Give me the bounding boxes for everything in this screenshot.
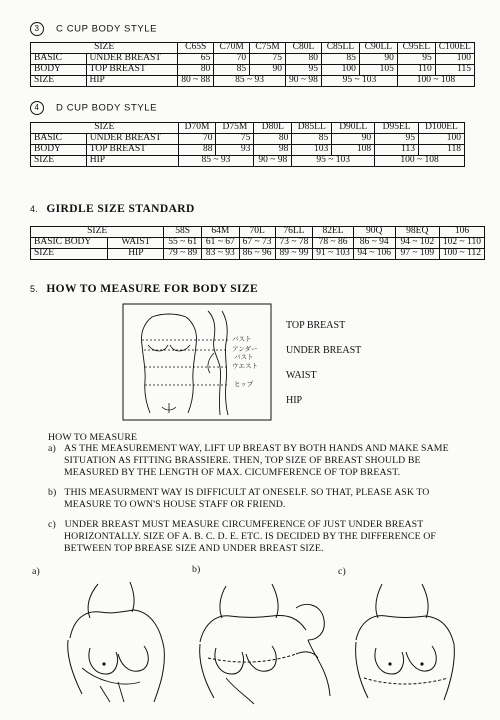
size-header: 90Q xyxy=(353,227,395,238)
size-header: C75M xyxy=(250,43,286,54)
row-label: HIP xyxy=(108,249,164,260)
table-cell: 94 ~ 102 xyxy=(395,238,439,249)
table-row xyxy=(31,65,475,76)
figure-a-illustration xyxy=(60,578,170,708)
size-header: 76LL xyxy=(275,227,313,238)
table-row xyxy=(31,249,485,260)
item-marker: a) xyxy=(48,443,56,454)
table-cell: 95 ~ 103 xyxy=(321,76,397,87)
table-cell: 97 ~ 109 xyxy=(395,249,439,260)
table-cell: 100 xyxy=(321,65,359,76)
figure-label-under: アンダー xyxy=(232,346,258,353)
size-header: C80L xyxy=(286,43,322,54)
header-size-label: SIZE xyxy=(31,227,164,238)
measure-title: HOW TO MEASURE FOR BODY SIZE xyxy=(46,283,259,295)
header-size-label: SIZE xyxy=(31,43,178,54)
figure-a-label: a) xyxy=(32,566,40,577)
table-cell: 100 xyxy=(419,134,465,145)
instruction-line: MEASURE TO OWN'S HOUSE STAFF OR FRIEND. xyxy=(64,499,286,510)
table-cell: 79 ~ 89 xyxy=(164,249,202,260)
size-header: 106 xyxy=(439,227,484,238)
row-label: TOP BREAST xyxy=(86,145,178,156)
table-cell: 100 ~ 108 xyxy=(397,76,474,87)
section-number: 4. xyxy=(30,204,39,214)
row-label: HIP xyxy=(86,76,178,87)
item-marker: b) xyxy=(48,487,57,498)
instruction-line: AS THE MEASUREMENT WAY, LIFT UP BREAST BY BOTH HANDS AND MAKE SAME xyxy=(64,443,449,454)
figure-label-top-breast: バスト xyxy=(232,336,252,343)
table-row xyxy=(31,238,485,249)
row-label: UNDER BREAST xyxy=(86,54,178,65)
table-cell: 88 xyxy=(178,145,216,156)
table-cell: 100 ~ 108 xyxy=(375,156,465,167)
circled-number: 3 xyxy=(30,22,44,36)
row-label: UNDER BREAST xyxy=(86,134,178,145)
table-cell: 85 xyxy=(292,134,332,145)
table-cell: 80 xyxy=(254,134,292,145)
table-cell: 90 xyxy=(332,134,375,145)
instruction-line: UNDER BREAST MUST MEASURE CIRCUMFERENCE OF JUST UNDER BREAST xyxy=(64,519,424,530)
table-cell: 90 xyxy=(250,65,286,76)
c-cup-title: C CUP BODY STYLE xyxy=(56,23,158,35)
row-label: HIP xyxy=(86,156,178,167)
table-cell: 85 ~ 93 xyxy=(214,76,286,87)
table-cell: 113 xyxy=(375,145,419,156)
table-cell: 98 xyxy=(254,145,292,156)
instruction-line: BETWEEN TOP BREASE SIZE AND UNDER BREAST SIZE. xyxy=(64,543,324,554)
instruction-a xyxy=(48,443,488,479)
table-cell: 85 ~ 93 xyxy=(178,156,254,167)
table-cell: 75 xyxy=(250,54,286,65)
instruction-line: MEASURED BY THE LENGTH OF MAX. CICUMFERENCE OF TOP BREAST. xyxy=(64,467,401,478)
table-cell: 80 xyxy=(286,54,322,65)
instruction-line: SITUATION AS FITTING BRASSIERE. THEN, TOP SIZE OF BREAST SHOULD BE xyxy=(64,455,421,466)
table-cell: 90 ~ 98 xyxy=(254,156,292,167)
table-cell: 100 xyxy=(435,54,474,65)
size-header: D90LL xyxy=(332,123,375,134)
table-cell: 93 xyxy=(216,145,254,156)
table-cell: 80 xyxy=(178,65,214,76)
table-cell: 95 ~ 103 xyxy=(292,156,375,167)
table-row xyxy=(31,145,465,156)
instruction-c xyxy=(48,519,488,555)
table-cell: 95 xyxy=(397,54,435,65)
table-cell: 89 ~ 99 xyxy=(275,249,313,260)
table-row xyxy=(31,54,475,65)
size-header: D85LL xyxy=(292,123,332,134)
table-header-row xyxy=(31,227,485,238)
table-row xyxy=(31,134,465,145)
row-group-label: BASIC xyxy=(31,54,87,65)
size-header: 82EL xyxy=(313,227,354,238)
table-header-row xyxy=(31,123,465,134)
figure-c-illustration xyxy=(350,578,460,708)
table-cell: 118 xyxy=(419,145,465,156)
table-cell: 70 xyxy=(214,54,250,65)
row-group-label: SIZE xyxy=(31,249,108,260)
table-cell: 86 ~ 94 xyxy=(353,238,395,249)
table-header-row xyxy=(31,43,475,54)
girdle-title: GIRDLE SIZE STANDARD xyxy=(46,203,195,215)
table-cell: 67 ~ 73 xyxy=(239,238,275,249)
instruction-b xyxy=(48,487,488,511)
figure-b-label: b) xyxy=(192,564,201,575)
table-cell: 55 ~ 61 xyxy=(164,238,202,249)
girdle-table xyxy=(30,226,485,260)
size-header: C65S xyxy=(178,43,214,54)
table-cell: 75 xyxy=(216,134,254,145)
table-cell: 95 xyxy=(375,134,419,145)
figure-label-under-breast: バスト xyxy=(234,354,254,361)
instruction-line: HORIZONTALLY. SIZE OF A. B. C. D. E. ETC. IS DECIDED BY THE DIFFERENCE OF xyxy=(64,531,436,542)
table-cell: 91 ~ 103 xyxy=(313,249,354,260)
circled-number: 4 xyxy=(30,101,44,115)
c-cup-heading xyxy=(30,22,157,36)
size-header: D95EL xyxy=(375,123,419,134)
instruction-line: THIS MEASURMENT WAY IS DIFFICULT AT ONESELF. SO THAT, PLEASE ASK TO xyxy=(64,487,430,498)
size-header: 64M xyxy=(201,227,239,238)
figure-b-illustration xyxy=(196,578,336,708)
table-row xyxy=(31,156,465,167)
size-header: C70M xyxy=(214,43,250,54)
size-header: C100EL xyxy=(435,43,474,54)
list-item: UNDER BREAST xyxy=(286,345,362,356)
d-cup-table xyxy=(30,122,465,167)
row-group-label: SIZE xyxy=(31,156,87,167)
table-cell: 94 ~ 106 xyxy=(353,249,395,260)
size-header: C95EL xyxy=(397,43,435,54)
size-header: D70M xyxy=(178,123,216,134)
d-cup-heading xyxy=(30,101,157,115)
table-cell: 100 ~ 112 xyxy=(439,249,484,260)
row-label: WAIST xyxy=(108,238,164,249)
table-cell: 90 ~ 98 xyxy=(286,76,322,87)
table-cell: 61 ~ 67 xyxy=(201,238,239,249)
row-group-label: BODY xyxy=(31,145,87,156)
figure-label-hip: ヒップ xyxy=(234,381,254,388)
table-cell: 70 xyxy=(178,134,216,145)
table-cell: 103 xyxy=(292,145,332,156)
how-to-measure-heading: HOW TO MEASURE xyxy=(48,432,138,443)
table-cell: 110 xyxy=(397,65,435,76)
row-group-label: BASIC xyxy=(31,134,87,145)
table-cell: 83 ~ 93 xyxy=(201,249,239,260)
table-row xyxy=(31,76,475,87)
row-group-label: BODY xyxy=(31,65,87,76)
item-marker: c) xyxy=(48,519,56,530)
row-group-label: BASIC BODY xyxy=(31,238,108,249)
size-header: 98EQ xyxy=(395,227,439,238)
table-cell: 86 ~ 96 xyxy=(239,249,275,260)
list-item: WAIST xyxy=(286,370,317,381)
table-cell: 115 xyxy=(435,65,474,76)
size-header: C85LL xyxy=(321,43,359,54)
c-cup-table xyxy=(30,42,475,87)
measure-heading xyxy=(30,283,258,295)
body-measure-figure xyxy=(122,303,272,421)
size-header: C90LL xyxy=(359,43,397,54)
table-cell: 65 xyxy=(178,54,214,65)
table-cell: 78 ~ 86 xyxy=(313,238,354,249)
table-cell: 80 ~ 88 xyxy=(178,76,214,87)
table-cell: 85 xyxy=(321,54,359,65)
size-header: D80L xyxy=(254,123,292,134)
table-cell: 102 ~ 110 xyxy=(439,238,484,249)
size-header: D75M xyxy=(216,123,254,134)
size-header: D100EL xyxy=(419,123,465,134)
table-cell: 108 xyxy=(332,145,375,156)
table-cell: 85 xyxy=(214,65,250,76)
list-item: TOP BREAST xyxy=(286,320,346,331)
row-label: TOP BREAST xyxy=(86,65,178,76)
header-size-label: SIZE xyxy=(31,123,179,134)
row-group-label: SIZE xyxy=(31,76,87,87)
size-header: 70L xyxy=(239,227,275,238)
figure-c-label: c) xyxy=(338,566,346,577)
figure-label-waist: ウエスト xyxy=(232,363,258,370)
table-cell: 95 xyxy=(286,65,322,76)
girdle-heading xyxy=(30,203,195,215)
size-header: 58S xyxy=(164,227,202,238)
measure-point-list xyxy=(286,320,361,420)
table-cell: 73 ~ 78 xyxy=(275,238,313,249)
table-cell: 105 xyxy=(359,65,397,76)
section-number: 5. xyxy=(30,284,39,294)
list-item: HIP xyxy=(286,395,303,406)
table-cell: 90 xyxy=(359,54,397,65)
d-cup-title: D CUP BODY STYLE xyxy=(56,102,158,114)
